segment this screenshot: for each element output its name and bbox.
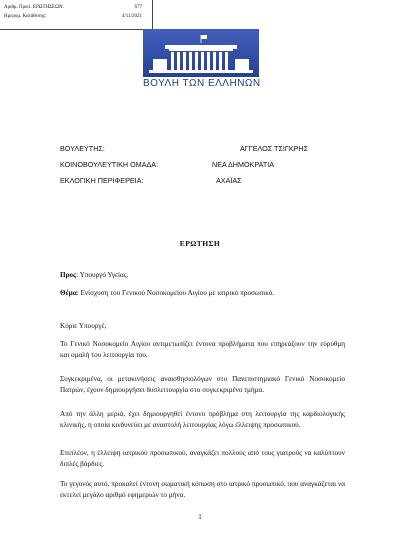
salutation: Κύριε Υπουργέ, — [60, 322, 107, 330]
district-label: ΕΚΛΟΓΙΚΗ ΠΕΡΙΦΕΡΕΙΑ: — [60, 176, 144, 185]
mp-label: ΒΟΥΛΕΥΤΗΣ: — [60, 144, 105, 153]
paragraph-3: Από την άλλη μεριά, έχει δημιουργηθεί έντονο πρόβλημα στη λειτουργία της καρδιολογικής κλινικής, η οποία κινδυνεύει με αναστολή λειτουργίας λόγω έλλειψης προσωπικού. — [60, 410, 345, 429]
addressee-line — [60, 270, 345, 281]
subject-label: Θέμα — [60, 289, 77, 297]
paragraph-5: Το γεγονός αυτό, προκαλεί έντονη σωματική κόπωση στο ιατρικό προσωπικό, που αναγκάζεται να εκτελεί μεγάλο αριθμό εφημεριών το μήνα. — [60, 480, 345, 499]
logo-caption: ΒΟΥΛΗ ΤΩΝ ΕΛΛΗΝΩΝ — [143, 78, 261, 89]
sender-metadata — [60, 144, 360, 192]
mp-value: ΑΓΓΕΛΟΣ ΤΣΙΓΚΡΗΣ — [240, 144, 309, 153]
paragraph-2: Συγκεκριμένα, οι μετακινήσεις αναισθησιολόγων στο Πανεπιστημιακό Γενικό Νοσοκομείο Πατρών, έχουν δημιουργήσει δυσλειτουργία στο συγκεκριμένο τμήμα. — [60, 375, 345, 394]
addressee-label: Προς — [60, 271, 77, 279]
subject-line — [60, 288, 345, 299]
paragraph-1: Το Γενικό Νοσοκομείο Αιγίου αντιμετωπίζει έντονα προβλήματα που επηρεάζουν την εύρυθμη και ομαλή του λειτουργία του. — [60, 340, 345, 359]
paragraph-4: Επιπλέον, η έλλειψη ιατρικού προσωπικού, αναγκάζει πολλούς από τους γιατρούς να καλύπτουν διπλές βάρδιες. — [60, 449, 345, 468]
district-value: ΑΧΑΪΑΣ — [216, 176, 242, 185]
group-label: ΚΟΙΝΟΒΟΥΛΕΥΤΙΚΗ ΟΜΑΔΑ: — [60, 160, 159, 169]
addressee-value: : Υπουργό Υγείας. — [76, 271, 129, 279]
date-label: Ημερομ. Κατάθεσης: — [4, 14, 47, 19]
date-value: 4/11/2021 — [121, 14, 142, 19]
subject-value: : Ενίσχυση του Γενικού Νοσοκομείου Αιγίου με ιατρικό προσωπικό. — [76, 289, 275, 297]
protocol-label: Αριθμ. Πρωτ. ΕΡΩΤΗΣΕΩΝ: — [4, 5, 64, 10]
page-number: 1 — [198, 513, 202, 521]
document-title: ΕΡΩΤΗΣΗ — [179, 239, 221, 248]
protocol-value: 677 — [134, 5, 142, 10]
protocol-stamp — [0, 0, 153, 30]
group-value: ΝΕΑ ΔΗΜΟΚΡΑΤΙΑ — [212, 160, 275, 169]
